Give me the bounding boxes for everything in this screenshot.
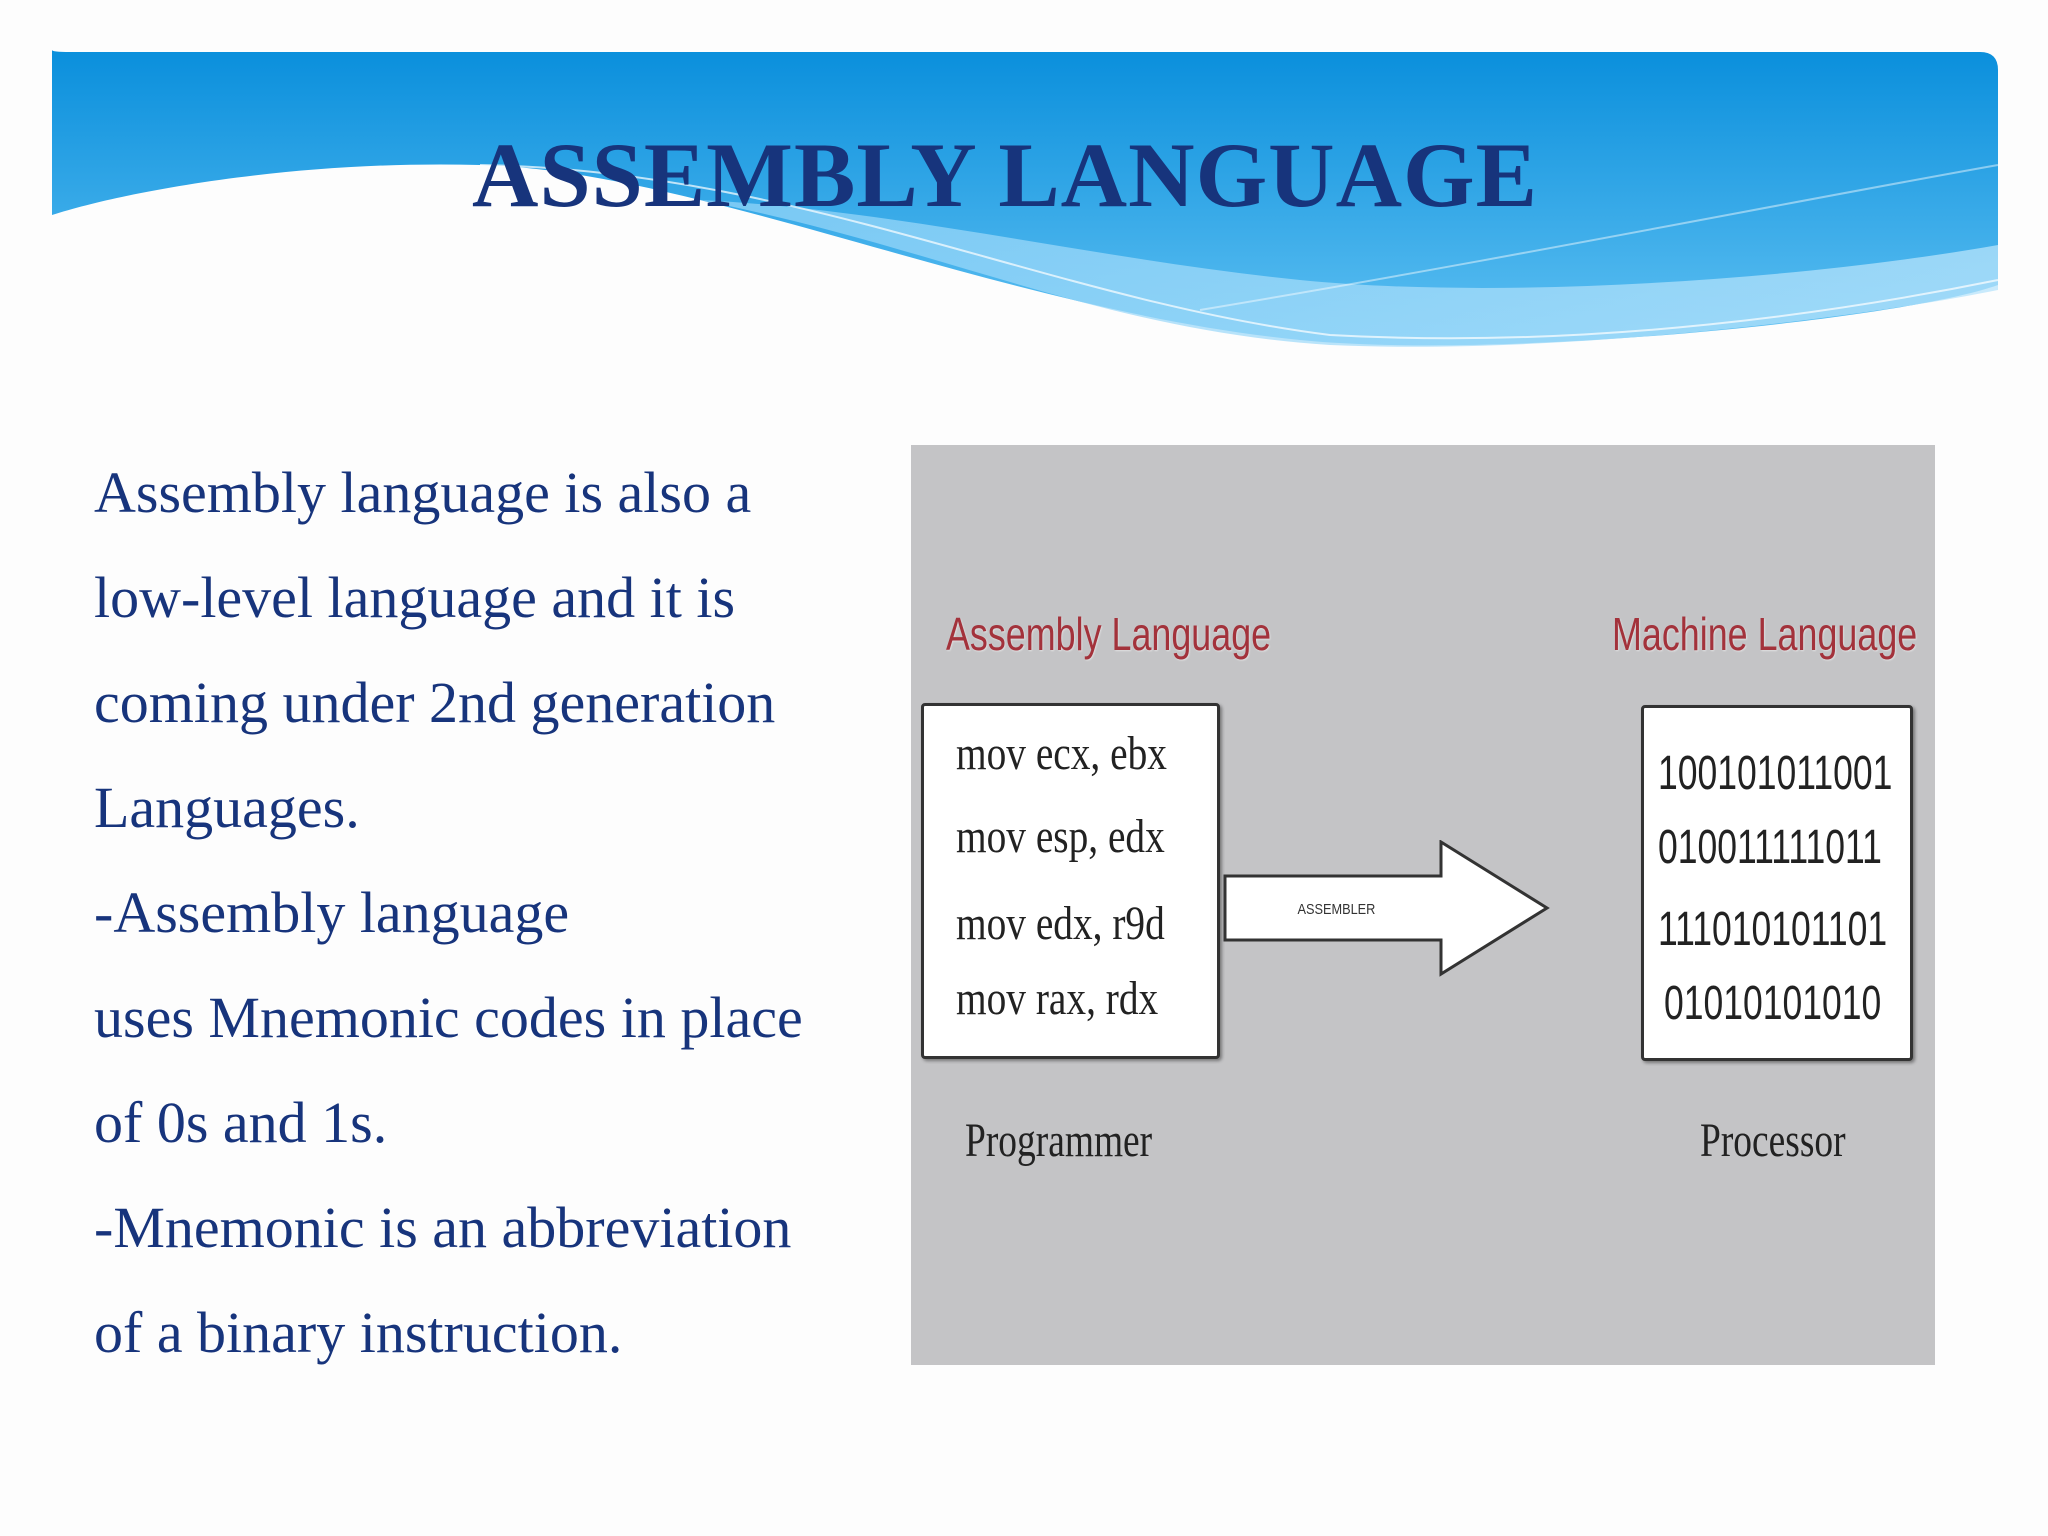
machine-language-heading: Machine Language — [1612, 608, 1918, 660]
machine-code-line: 100101011001 — [1658, 747, 1893, 800]
programmer-caption: Programmer — [965, 1114, 1153, 1167]
body-line: -Assembly language — [94, 880, 570, 945]
body-line: Assembly language is also a — [94, 460, 752, 525]
arrow-shape — [1225, 842, 1547, 974]
machine-code-line: 111010101101 — [1658, 903, 1888, 956]
assembly-code-line: mov edx, r9d — [956, 897, 1165, 950]
body-line: of a binary instruction. — [94, 1300, 623, 1365]
body-line: -Mnemonic is an abbreviation — [94, 1195, 792, 1260]
body-line: uses Mnemonic codes in place — [94, 985, 803, 1050]
machine-code-box — [1641, 705, 1913, 1061]
assembly-language-heading: Assembly Language — [946, 608, 1272, 660]
body-line: coming under 2nd generation — [94, 670, 776, 735]
assembly-code-line: mov ecx, ebx — [956, 727, 1167, 780]
body-line: Languages. — [94, 775, 360, 840]
body-line: low-level language and it is — [94, 565, 736, 630]
assembly-code-line: mov esp, edx — [956, 810, 1165, 863]
machine-code-line: 01010101010 — [1664, 977, 1882, 1030]
body-line: of 0s and 1s. — [94, 1090, 388, 1155]
assembler-diagram — [911, 445, 1935, 1365]
slide-title: ASSEMBLY LANGUAGE — [472, 124, 1538, 226]
machine-code-line: 010011111011 — [1658, 821, 1882, 874]
assembler-label: ASSEMBLER — [1297, 899, 1376, 918]
processor-caption: Processor — [1700, 1114, 1846, 1167]
assembler-arrow — [1221, 840, 1551, 980]
assembly-code-line: mov rax, rdx — [956, 972, 1159, 1025]
body-text — [94, 440, 894, 1385]
assembly-code-box — [921, 703, 1220, 1059]
